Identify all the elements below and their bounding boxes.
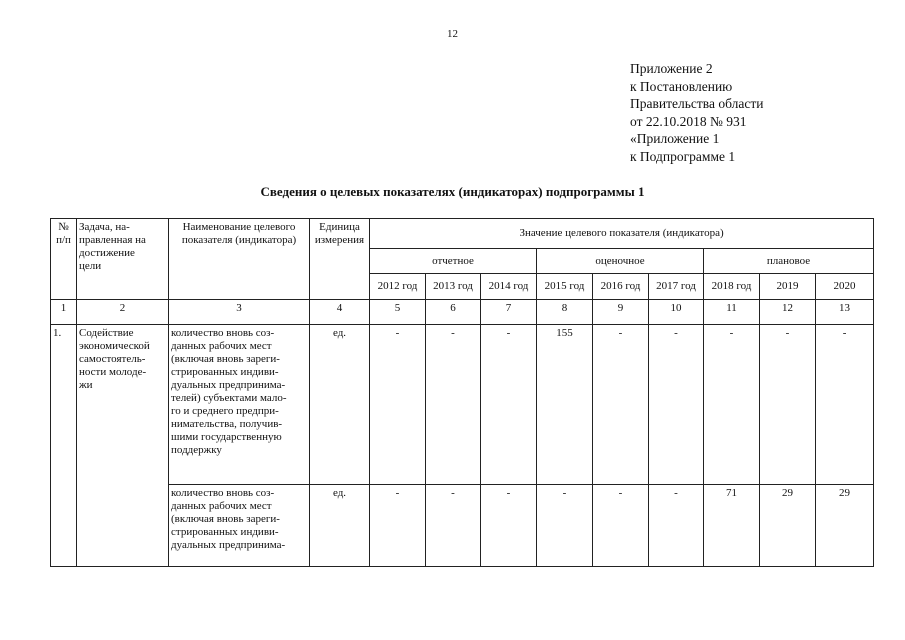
- page-number: 12: [447, 28, 458, 40]
- document-title: Сведения о целевых показателях (индикаторах) подпрограммы 1: [260, 184, 645, 199]
- header-plan: плановое: [704, 249, 874, 274]
- row-task: [77, 485, 169, 567]
- header-unit: Единица измерения: [310, 219, 370, 300]
- row-value: -: [649, 325, 704, 485]
- header-year: 2015 год: [537, 274, 593, 300]
- row-value: -: [816, 325, 874, 485]
- appendix-line: Приложение 2: [630, 61, 713, 76]
- row-indicator-name: количество вновь соз- данных рабочих мест (включая вновь зареги- стрированных индиви- дуальных предпринима-: [169, 485, 310, 567]
- row-unit: ед.: [310, 325, 370, 485]
- row-value: -: [481, 485, 537, 567]
- header-value-group: Значение целевого показателя (индикатора): [370, 219, 874, 249]
- row-value: -: [704, 325, 760, 485]
- header-year: 2018 год: [704, 274, 760, 300]
- header-year: 2012 год: [370, 274, 426, 300]
- row-unit: ед.: [310, 485, 370, 567]
- header-year: 2017 год: [649, 274, 704, 300]
- appendix-line: Правительства области: [630, 96, 764, 111]
- row-value: -: [593, 325, 649, 485]
- row-num: [51, 485, 77, 567]
- appendix-line: к Подпрограмме 1: [630, 148, 736, 164]
- column-number: 10: [649, 300, 704, 325]
- column-number: 6: [426, 300, 481, 325]
- column-number: 2: [77, 300, 169, 325]
- row-indicator-name: количество вновь соз- данных рабочих мест (включая вновь зареги- стрированных индиви- дуальных предпринима- телей) субъектами мало- го и среднего предпри- нимательства, получив- шими государственную поддержку: [169, 325, 310, 485]
- row-value: 29: [816, 485, 874, 567]
- header-estimate: оценочное: [537, 249, 704, 274]
- row-value: -: [370, 485, 426, 567]
- appendix-line: от 22.10.2018 № 931: [630, 113, 747, 129]
- column-number: 4: [310, 300, 370, 325]
- column-number: 12: [760, 300, 816, 325]
- header-year: 2019: [760, 274, 816, 300]
- header-year: 2013 год: [426, 274, 481, 300]
- appendix-line: «Приложение 1: [630, 131, 720, 146]
- row-value: -: [760, 325, 816, 485]
- column-number: 9: [593, 300, 649, 325]
- header-task: Задача, на- правленная на достижение цели: [77, 219, 169, 300]
- row-task: Содействие экономической самостоятель- ности молоде- жи: [77, 325, 169, 485]
- row-value: -: [426, 485, 481, 567]
- column-number: 11: [704, 300, 760, 325]
- column-number: 13: [816, 300, 874, 325]
- row-num: 1.: [51, 325, 77, 485]
- row-value: -: [481, 325, 537, 485]
- row-value: -: [649, 485, 704, 567]
- row-value: -: [537, 485, 593, 567]
- indicators-table: [50, 218, 874, 567]
- column-number: 3: [169, 300, 310, 325]
- header-indicator-name: Наименование целевого показателя (индикатора): [169, 219, 310, 300]
- row-value: 155: [537, 325, 593, 485]
- row-value: -: [426, 325, 481, 485]
- header-year: 2014 год: [481, 274, 537, 300]
- appendix-block: [630, 60, 763, 165]
- column-number: 5: [370, 300, 426, 325]
- row-value: 29: [760, 485, 816, 567]
- column-number: 8: [537, 300, 593, 325]
- table-row: [51, 325, 874, 485]
- header-report: отчетное: [370, 249, 537, 274]
- row-value: -: [593, 485, 649, 567]
- column-number: 7: [481, 300, 537, 325]
- row-value: -: [370, 325, 426, 485]
- header-num: № п/п: [51, 219, 77, 300]
- column-number: 1: [51, 300, 77, 325]
- header-year: 2016 год: [593, 274, 649, 300]
- appendix-line: к Постановлению: [630, 78, 733, 94]
- table-row: [51, 485, 874, 567]
- header-year: 2020: [816, 274, 874, 300]
- row-value: 71: [704, 485, 760, 567]
